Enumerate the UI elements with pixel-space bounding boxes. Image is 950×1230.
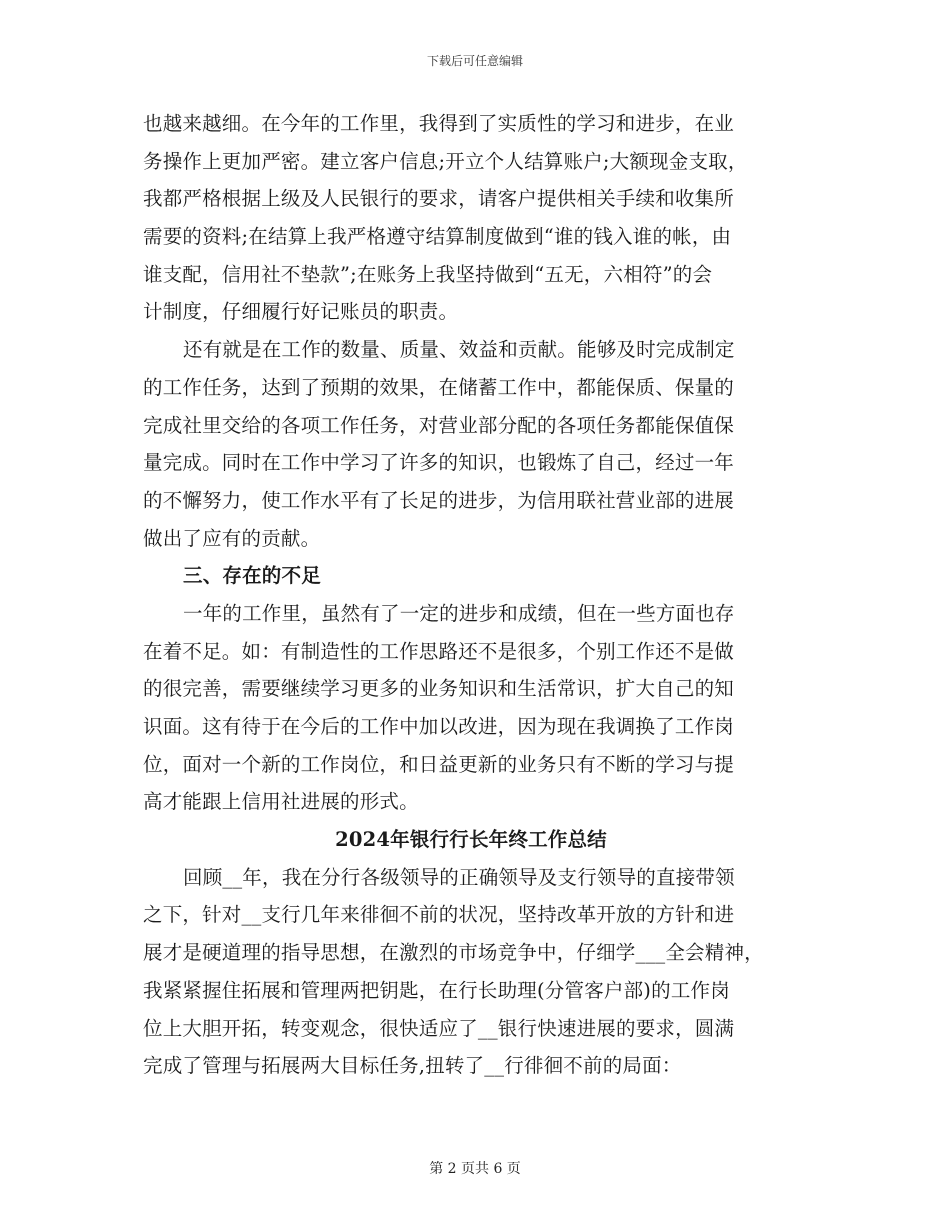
page-header: 下载后可任意编辑 <box>426 54 523 68</box>
paragraph-line: 位上大胆开拓，转变观念，很快适应了__银行快速进展的要求，圆满 <box>143 1016 735 1040</box>
paragraph-line: 的很完善，需要继续学习更多的业务知识和生活常识，扩大自己的知 <box>143 677 735 701</box>
paragraph-line: 一年的工作里，虽然有了一定的进步和成绩，但在一些方面也存 <box>183 601 735 625</box>
paragraph-line: 展才是硬道理的指导思想，在激烈的市场竞争中，仔细学___全会精神， <box>143 941 764 965</box>
paragraph-line: 也越来越细。在今年的工作里，我得到了实质性的学习和进步，在业 <box>143 112 735 135</box>
paragraph-line: 识面。这有待于在今后的工作中加以改进，因为现在我调换了工作岗 <box>143 715 735 738</box>
paragraph-line: 完成社里交给的各项工作任务，对营业部分配的各项任务都能保值保 <box>143 413 735 437</box>
paragraph-line: 高才能跟上信用社进展的形式。 <box>143 790 419 814</box>
paragraph-line: 量完成。同时在工作中学习了许多的知识，也锻炼了自己，经过一年 <box>143 451 735 475</box>
paragraph-line: 计制度，仔细履行好记账员的职责。 <box>143 300 459 324</box>
paragraph-line: 做出了应有的贡献。 <box>143 526 321 550</box>
section-heading: 三、存在的不足 <box>183 564 321 588</box>
paragraph-line: 在着不足。如：有制造性的工作思路还不是很多，个别工作还不是做 <box>143 639 735 663</box>
page-footer: 第 2 页共 6 页 <box>429 1161 521 1177</box>
paragraph-line: 位，面对一个新的工作岗位，和日益更新的业务只有不断的学习与提 <box>143 752 735 776</box>
paragraph-line: 回顾__年，我在分行各级领导的正确领导及支行领导的直接带领 <box>183 865 735 889</box>
paragraph-line: 的不懈努力，使工作水平有了长足的进步，为信用联社营业部的进展 <box>143 488 735 512</box>
paragraph-line: 之下，针对__支行几年来徘徊不前的状况，坚持改革开放的方针和进 <box>143 903 735 927</box>
paragraph-line: 我紧紧握住拓展和管理两把钥匙，在行长助理(分管客户部)的工作岗 <box>143 978 730 1002</box>
paragraph-line: 我都严格根据上级及人民银行的要求，请客户提供相关手续和收集所 <box>143 187 735 211</box>
paragraph-line: 完成了管理与拓展两大目标任务,扭转了__行徘徊不前的局面： <box>143 1054 682 1078</box>
document-title: 2024年银行行长年终工作总结 <box>335 828 607 852</box>
paragraph-line: 谁支配，信用社不垫款”;在账务上我坚持做到“五无，六相符”的会 <box>143 262 713 286</box>
paragraph-line: 还有就是在工作的数量、质量、效益和贡献。能够及时完成制定 <box>183 338 735 362</box>
document-body <box>143 105 807 1085</box>
paragraph-line: 需要的资料;在结算上我严格遵守结算制度做到“谁的钱入谁的帐，由 <box>143 225 732 249</box>
paragraph-line: 的工作任务，达到了预期的效果，在储蓄工作中，都能保质、保量的 <box>143 375 735 399</box>
paragraph-line: 务操作上更加严密。建立客户信息;开立个人结算账户;大额现金支取， <box>143 149 748 173</box>
